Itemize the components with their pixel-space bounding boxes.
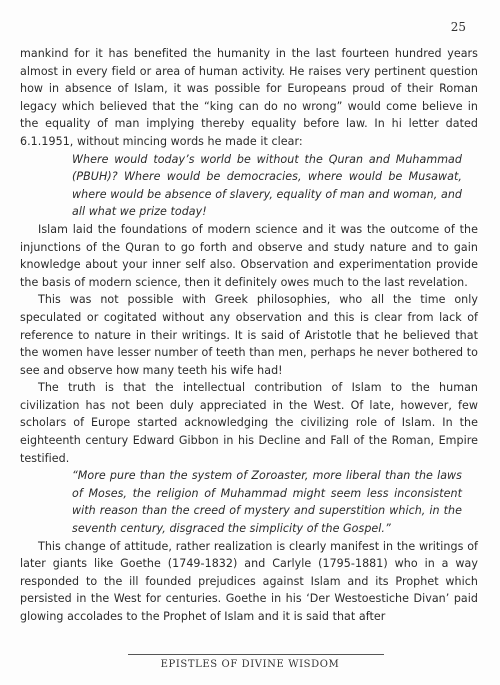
block-quote: Where would today’s world be without the Quran and Muhammad (PBUH)? Where would be democracies, where would be Musawat, where would be absence of slavery, equality of man and woman, and all what we prize today! [72, 152, 462, 219]
block-quote: “More pure than the system of Zoroaster, more liberal than the laws of Moses, the religion of Muhammad might seem less inconsistent with reason than the creed of mystery and superstition which, in the seventh century, disgraced the simplicity of the Gospel.” [72, 469, 462, 536]
paragraph: This change of attitude, rather realization is clearly manifest in the writings of later giants like Goethe (1749-1832) and Carlyle (1795-1881) who in a way responded to the ill founded prejudices against Islam and its Prophet which persisted in the West for centuries. Goethe in his ‘Der Westoestiche Divan’ paid glowing accolades to the Prophet of Islam and it is said that after [20, 539, 478, 623]
running-footer: EPISTLES OF DIVINE WISDOM [160, 659, 340, 670]
paragraph: The truth is that the intellectual contribution of Islam to the human civilization has not been duly appreciated in the West. Of late, however, few scholars of Europe started acknowledging the civilizing role of Islam. In the eighteenth century Edward Gibbon in his Decline and Fall of the Roman, Empire testified. [20, 381, 478, 465]
paragraph: mankind for it has benefited the humanity in the last fourteen hundred years almost in every field or area of human activity. He raises very pertinent question how in absence of Islam, it was possible for Europeans proud of their Roman legacy which believed that the “king can do no wrong” would come believe in the equality of man implying thereby equality before law. In hi letter dated 6.1.1951, without mincing words he made it clear: [20, 47, 478, 148]
footer-divider [128, 654, 384, 655]
paragraph: Islam laid the foundations of modern science and it was the outcome of the injunctions of the Quran to go forth and observe and study nature and to gain knowledge about your inner self also. Observation and experimentation provide the basis of modern science, then it definitely owes much to the last revelation. [20, 222, 478, 289]
body-text [20, 45, 478, 626]
page-number: 25 [450, 20, 466, 34]
paragraph: This was not possible with Greek philosophies, who all the time only speculated or cogitated without any observation and this is clear from lack of reference to nature in their writings. It is said of Aristotle that he believed that the women have lesser number of teeth than men, perhaps he never bothered to see and observe how many teeth his wife had! [20, 293, 478, 377]
